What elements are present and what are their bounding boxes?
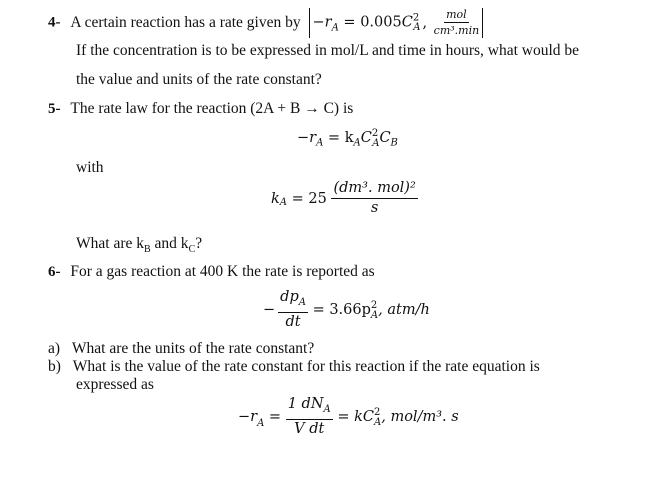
- question-5-with: with: [76, 159, 104, 176]
- ka-lhs: k: [271, 190, 280, 207]
- question-5-ask: What are k: [76, 235, 144, 252]
- rate-concentration-sub: A: [413, 22, 421, 34]
- question-4-intro: A certain reaction has a rate given by: [70, 13, 301, 31]
- q6-eq2-numerator-sub: A: [323, 403, 331, 415]
- rate-comma: ,: [422, 14, 428, 31]
- ka-lhs-sub: A: [279, 197, 288, 208]
- question-6-rate-definition: [238, 396, 459, 438]
- question-5-text: The rate law for the reaction (2A + B → C) is: [70, 100, 354, 117]
- q6-eq1-p-sub: A: [370, 309, 379, 321]
- q6-eq2-lhs: −r: [238, 408, 258, 425]
- q6-eq2-c-sub: A: [374, 416, 382, 428]
- part-b-text-line-2: expressed as: [76, 376, 154, 393]
- q6-eq1-numerator-sub: A: [298, 296, 306, 308]
- rate-law-ca: C: [360, 129, 372, 146]
- q6-eq1-rhs: = 3.66p: [307, 301, 371, 318]
- q6-eq2-equals: =: [264, 408, 286, 425]
- question-5-line-1: [48, 99, 353, 119]
- question-4-number: 4-: [48, 14, 61, 31]
- question-5-and: and k: [150, 235, 189, 252]
- question-4-rate-equation: [309, 8, 484, 38]
- question-5-kc-sub: C: [188, 244, 196, 256]
- question-4-line-1: [48, 8, 483, 38]
- q6-eq2-numerator-text: 1 dN: [287, 396, 324, 412]
- question-6-rate-equation: [263, 289, 430, 331]
- question-5-kb-sub: B: [144, 244, 151, 256]
- question-6-part-b: [48, 357, 540, 377]
- part-b-text-line-1: What is the value of the rate constant for this reaction if the rate equation is: [72, 358, 540, 375]
- part-b-label: b): [48, 358, 61, 375]
- q6-eq2-rhs: = kC: [332, 408, 374, 425]
- q6-eq2-c-scripts: [374, 408, 381, 428]
- q6-eq2-numerator: [286, 396, 333, 420]
- rate-lhs: −r: [312, 14, 332, 31]
- ka-value: = 25: [287, 190, 332, 207]
- question-6-number: 6-: [48, 264, 61, 280]
- ka-units-numerator: (dm³. mol)²: [331, 180, 417, 199]
- question-4-line-2: If the concentration is to be expressed in mol/L and time in hours, what would be: [76, 42, 580, 59]
- question-5-question: [76, 234, 202, 260]
- rate-units-numerator: mol: [446, 8, 467, 21]
- q6-eq2-lhs-sub: A: [257, 417, 265, 429]
- rate-law-cb: C: [379, 129, 391, 146]
- rate-units-fraction: [434, 8, 480, 37]
- q6-eq1-fraction: [278, 289, 308, 331]
- ka-units-fraction: [331, 180, 417, 217]
- q6-eq2-units: , mol/m³. s: [381, 408, 459, 425]
- rate-law-lhs: −r: [297, 129, 317, 146]
- rate-law-ca-sub: A: [372, 137, 380, 149]
- question-5-number: 5-: [48, 101, 61, 117]
- rate-coefficient: = 0.005: [338, 14, 402, 31]
- q6-eq2-fraction: [286, 396, 333, 438]
- question-5-rate-law: [297, 128, 398, 149]
- q6-eq1-denominator: dt: [285, 313, 301, 330]
- rate-law-cb-sub: B: [390, 137, 398, 149]
- question-5-end: ?: [195, 235, 203, 252]
- q6-eq1-p-scripts: [371, 301, 378, 321]
- q6-eq1-minus: −: [263, 301, 276, 318]
- q6-eq2-c-exponent: 2: [374, 406, 381, 418]
- rate-law-ca-exponent: 2: [371, 128, 379, 139]
- part-a-text: What are the units of the rate constant?: [71, 340, 315, 357]
- rate-units-denominator: cm³.min: [433, 24, 480, 37]
- question-4-line-3: the value and units of the rate constant?: [76, 71, 322, 88]
- rate-concentration-exponent: 2: [412, 12, 420, 24]
- rate-lhs-sub: A: [331, 22, 339, 34]
- q6-eq1-units: , atm/h: [378, 301, 430, 318]
- question-5-ka-equation: [271, 180, 418, 217]
- q6-eq1-numerator-text: dp: [280, 289, 299, 305]
- ka-units-denominator: s: [370, 200, 379, 216]
- q6-eq1-p-exponent: 2: [370, 299, 378, 311]
- rate-concentration: C: [401, 14, 413, 31]
- question-6-line-1: [48, 262, 375, 282]
- question-6-part-a: [48, 339, 314, 359]
- q6-eq1-numerator: [278, 289, 308, 313]
- question-6-text: For a gas reaction at 400 K the rate is reported as: [70, 263, 375, 280]
- part-a-label: a): [48, 340, 61, 357]
- q6-eq2-denominator: V dt: [294, 420, 325, 437]
- rate-law-lhs-sub: A: [316, 137, 324, 149]
- rate-law-k: = k: [323, 129, 354, 146]
- rate-law-k-sub: A: [353, 137, 361, 149]
